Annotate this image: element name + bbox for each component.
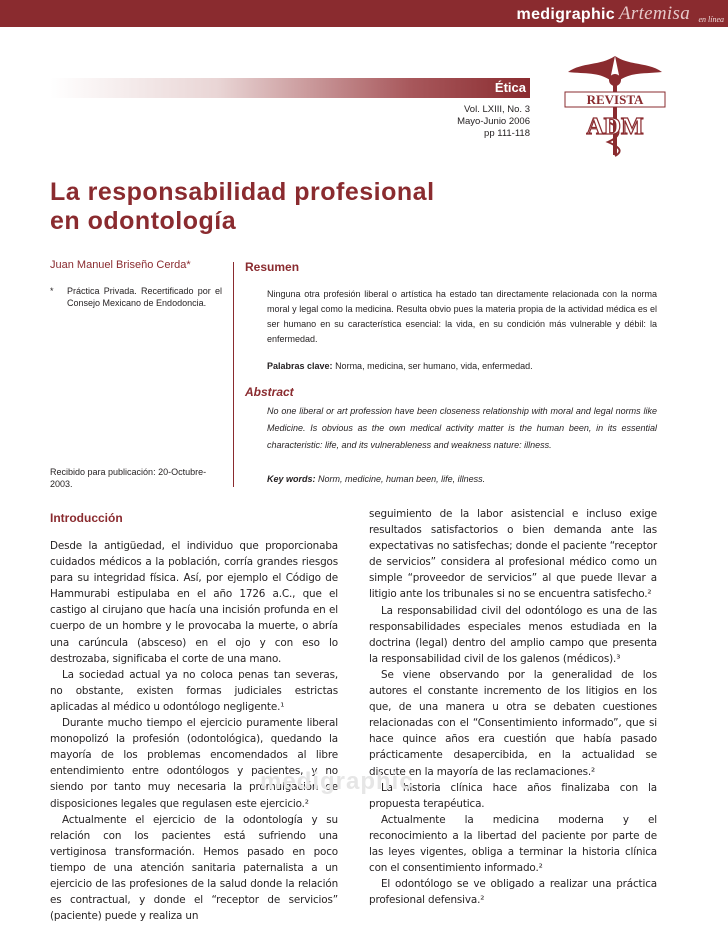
body-paragraph: La sociedad actual ya no coloca penas tan severas, no obstante, existen formas judiciales estrictas aplicadas al médico u odontólogo negligente.¹ [50, 668, 338, 713]
brand-subname: Artemisa [618, 3, 690, 24]
received-date: Recibido para publicación: 20-Octubre-2003. [50, 467, 207, 489]
section-bar [50, 78, 530, 98]
column-divider [233, 262, 234, 487]
body-column-right [369, 506, 657, 908]
section-label: Ética [494, 80, 526, 95]
watermark: medigraphic [260, 768, 414, 795]
issue-volume: Vol. LXIII, No. 3 [463, 104, 530, 115]
issue-pages: pp 111-118 [484, 128, 530, 139]
issue-meta [457, 104, 530, 140]
affiliation-mark: * [50, 286, 54, 296]
article-title [50, 178, 435, 236]
author-name: Juan Manuel Briseño Cerda* [50, 259, 191, 271]
body-column-left [50, 538, 338, 924]
body-paragraph: Desde la antigüedad, el individuo que proporcionaba cuidados médicos a la población, corría grandes riesgos para su integridad física. Así, por ejemplo el Código de Hammurabi estipulaba en el año 1726 a.C., que el castigo al cirujano que hacía una incisión profunda en el cuerpo de un hombre y le provocaba la muerte, o abría una carúncula (absceso) en el ojo y con eso lo destrozaba, significaba el corte de una mano. [50, 540, 338, 665]
body-paragraph: Se viene observando por la generalidad de los autores el constante incremento de los litigios en los que, de una manera u otra se debaten cuestiones relacionadas con el “Consentimiento informado”, que si hace quince años era cuestión que había pasado prácticamente desapercibida, en la actualidad se discute en la mayoría de las reclamaciones.² [369, 668, 657, 778]
journal-logo-icon [560, 52, 670, 162]
brand-tagline: en línea [698, 15, 724, 24]
logo-text-bottom: ADM [586, 114, 644, 140]
brand-name: medigraphic [516, 6, 615, 23]
body-paragraph: seguimiento de la labor asistencial e incluso exige resultados satisfactorios o bien demanda ante las expectativas no satisfechas; donde el paciente “receptor de servicios” considera al profesional médico como un simple “proveedor de servicios” al que puede llevar a litigio ante los tribunales si no se encuentra satisfecho.² [369, 508, 658, 601]
resumen-heading: Resumen [245, 260, 300, 274]
body-paragraph: Actualmente la medicina moderna y el reconocimiento a la libertad del paciente por parte de las leyes vigentes, obliga a terminar la historia clínica con el consentimiento informado.² [369, 813, 657, 875]
intro-heading: Introducción [50, 511, 123, 525]
issue-date: Mayo-Junio 2006 [457, 116, 530, 127]
title-line: La responsabilidad profesional [50, 178, 435, 206]
logo-text-top: REVISTA [586, 92, 644, 107]
brand-logo [517, 3, 690, 25]
key-words-label: Key words: [267, 474, 316, 484]
palabras-clave-text: Norma, medicina, ser humano, vida, enfermedad. [335, 361, 533, 371]
affiliation-text: Práctica Privada. Recertificado por el Consejo Mexicano de Endodoncia. [67, 286, 222, 308]
resumen-text: Ninguna otra profesión liberal o artística ha estado tan directamente relacionada con la norma moral y legal como la medicina. Resulta obvio pues la materia propia de la actividad médica es el ser humano en su característica esencial: la vida, en su condición más vulnerable y débil: la enfermedad. [267, 289, 657, 344]
palabras-clave-label: Palabras clave: [267, 361, 333, 371]
key-words-text: Norm, medicine, human been, life, illness. [318, 474, 486, 484]
body-paragraph: La historia clínica hace años finalizaba con la propuesta terapéutica. [369, 781, 657, 810]
key-words [267, 474, 657, 484]
header-bar [0, 0, 728, 27]
abstract-heading: Abstract [245, 385, 294, 399]
body-paragraph: El odontólogo se ve obligado a realizar una práctica profesional defensiva.² [369, 878, 657, 907]
author-affiliation [50, 285, 222, 309]
palabras-clave [267, 361, 657, 371]
body-paragraph: Actualmente el ejercicio de la odontología y su relación con los pacientes está sufriendo una vertiginosa transformación. Hemos pasado en poco tiempo de una atención sanitaria paternalista a un ejercicio de las profesiones de la salud donde la relación es contractual, y donde el “receptor de servicios” (paciente) puede y realiza un [50, 813, 338, 923]
title-line: en odontología [50, 207, 237, 235]
body-paragraph: La responsabilidad civil del odontólogo es una de las responsabilidades especiales menos estudiada en la doctrina (legal) dentro del amplio campo que presenta la responsabilidad civil de los galenos (médicos).³ [369, 604, 657, 665]
abstract-text: No one liberal or art profession have been closeness relationship with moral and legal norms like Medicine. Is obvious as the own medical activity matter is the human been, in its essential characteristic: life, and its vulnerableness and weakness nature: illness. [267, 406, 657, 450]
body-paragraph: Durante mucho tiempo el ejercicio puramente liberal monopolizó la profesión (odontológica), quedando la mayoría de los problemas encomendados al libre entendimiento entre odontólogos y pacientes, y no siendo por tanto muy necesaria la promulgación de disposiciones legales que regulasen este ejercicio.² [50, 717, 338, 810]
